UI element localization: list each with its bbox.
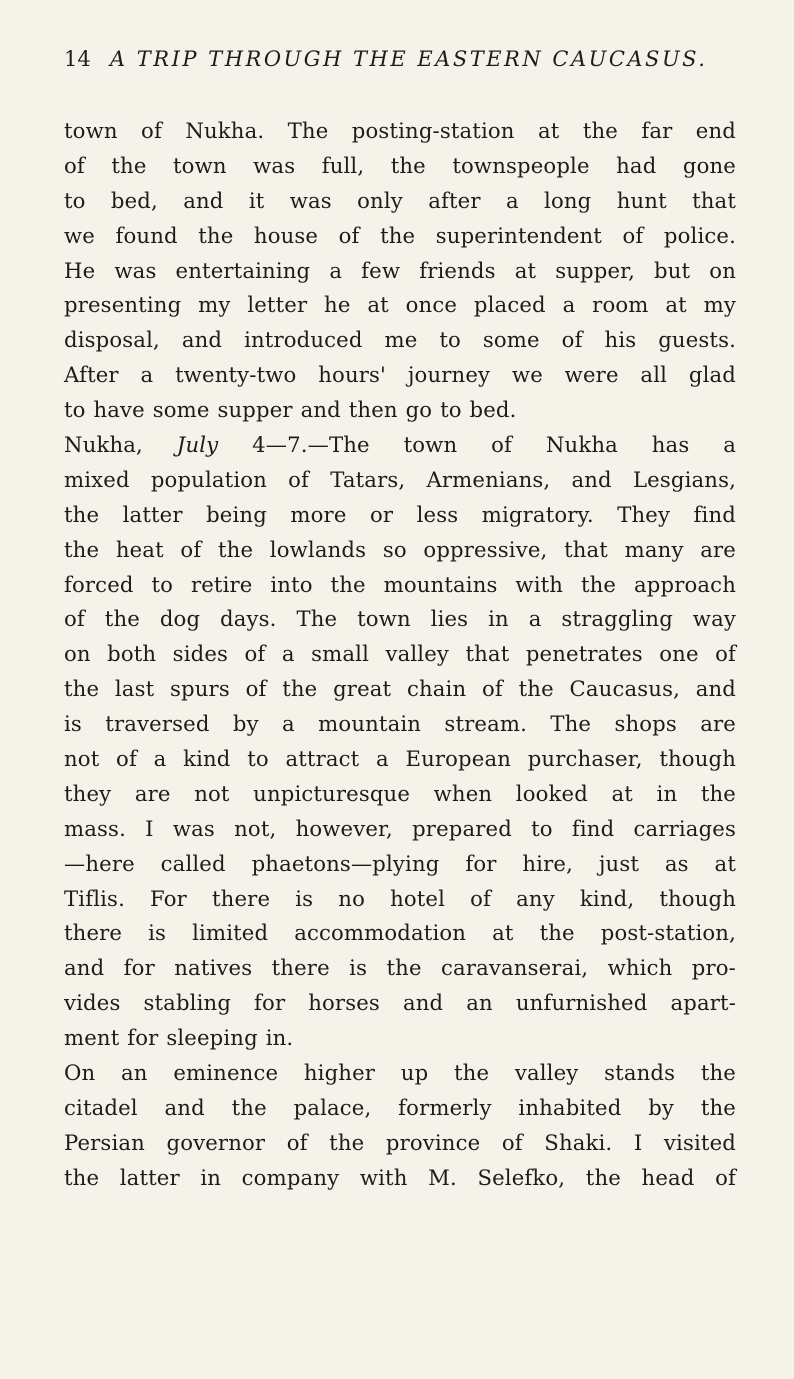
text-line: the heat of the lowlands so oppressive, that many are bbox=[64, 536, 736, 562]
text-line: to bed, and it was only after a long hunt that bbox=[64, 187, 736, 213]
text-line: we found the house of the superintendent of police. bbox=[64, 222, 736, 248]
paragraph bbox=[64, 1056, 736, 1196]
text-line: —here called phaetons—plying for hire, just as at bbox=[64, 850, 736, 876]
text-line: of the dog days. The town lies in a straggling way bbox=[64, 606, 736, 632]
text-line: Nukha, July 4—7.—The town of Nukha has a bbox=[64, 432, 736, 458]
text-line: Tiflis. For there is no hotel of any kind, though bbox=[64, 885, 736, 911]
text-line: presenting my letter he at once placed a room at my bbox=[64, 292, 736, 318]
text-line: He was entertaining a few friends at supper, but on bbox=[64, 257, 736, 283]
running-title: A TRIP THROUGH THE EASTERN CAUCASUS. bbox=[109, 47, 708, 71]
text-line: mixed population of Tatars, Armenians, and Lesgians, bbox=[64, 466, 736, 492]
page-number: 14 bbox=[64, 47, 91, 71]
text-line: citadel and the palace, formerly inhabited by the bbox=[64, 1094, 736, 1120]
running-head bbox=[64, 44, 736, 74]
text-line: they are not unpicturesque when looked at in the bbox=[64, 780, 736, 806]
body-text bbox=[64, 114, 736, 1196]
text-line: not of a kind to attract a European purchaser, though bbox=[64, 746, 736, 772]
text-line: ment for sleeping in. bbox=[64, 1025, 294, 1051]
paragraph bbox=[64, 428, 736, 1056]
paragraph bbox=[64, 114, 736, 428]
text-line: the latter being more or less migratory. They find bbox=[64, 501, 736, 527]
text-line: mass. I was not, however, prepared to find carriages bbox=[64, 815, 736, 841]
text-line: the latter in company with M. Selefko, the head of bbox=[64, 1164, 736, 1190]
text-line: vides stabling for horses and an unfurnished apart- bbox=[64, 990, 736, 1016]
text-line: forced to retire into the mountains with the approach bbox=[64, 571, 736, 597]
text-line: is traversed by a mountain stream. The shops are bbox=[64, 711, 736, 737]
text-line: to have some supper and then go to bed. bbox=[64, 397, 517, 423]
text-line: town of Nukha. The posting-station at the far end bbox=[64, 118, 736, 143]
text-line: disposal, and introduced me to some of his guests. bbox=[64, 327, 736, 353]
text-line: After a twenty-two hours' journey we were all glad bbox=[64, 362, 736, 388]
text-line: On an eminence higher up the valley stands the bbox=[64, 1060, 736, 1086]
text-line: on both sides of a small valley that penetrates one of bbox=[64, 641, 736, 667]
text-line: the last spurs of the great chain of the Caucasus, and bbox=[64, 676, 736, 702]
text-line: and for natives there is the caravanserai, which pro- bbox=[64, 955, 736, 981]
text-line: of the town was full, the townspeople had gone bbox=[64, 152, 736, 178]
text-line: there is limited accommodation at the post-station, bbox=[64, 920, 736, 946]
text-line: Persian governor of the province of Shaki. I visited bbox=[64, 1129, 736, 1155]
book-page bbox=[64, 44, 736, 1196]
